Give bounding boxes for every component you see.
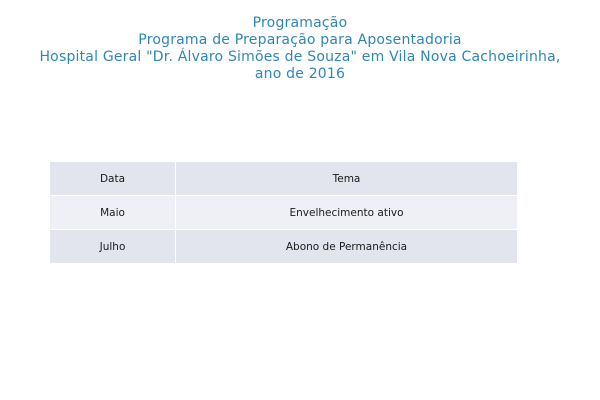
- column-header-date: Data: [50, 162, 176, 196]
- page-title: [0, 15, 600, 83]
- schedule-table: [50, 162, 517, 264]
- table-row: [50, 230, 517, 264]
- table-header-row: [50, 162, 517, 196]
- table-cell-date: Julho: [50, 230, 176, 264]
- title-line-1: Programação: [252, 15, 348, 31]
- table-cell-topic: Abono de Permanência: [176, 230, 518, 264]
- table-row: [50, 196, 517, 230]
- title-line-4: ano de 2016: [254, 66, 346, 82]
- column-header-topic: Tema: [176, 162, 518, 196]
- table-cell-date: Maio: [50, 196, 176, 230]
- table-cell-topic: Envelhecimento ativo: [176, 196, 518, 230]
- title-line-3: Hospital Geral "Dr. Álvaro Simões de Souza" em Vila Nova Cachoeirinha,: [39, 49, 561, 65]
- title-line-2: Programa de Preparação para Aposentadoria: [138, 32, 462, 48]
